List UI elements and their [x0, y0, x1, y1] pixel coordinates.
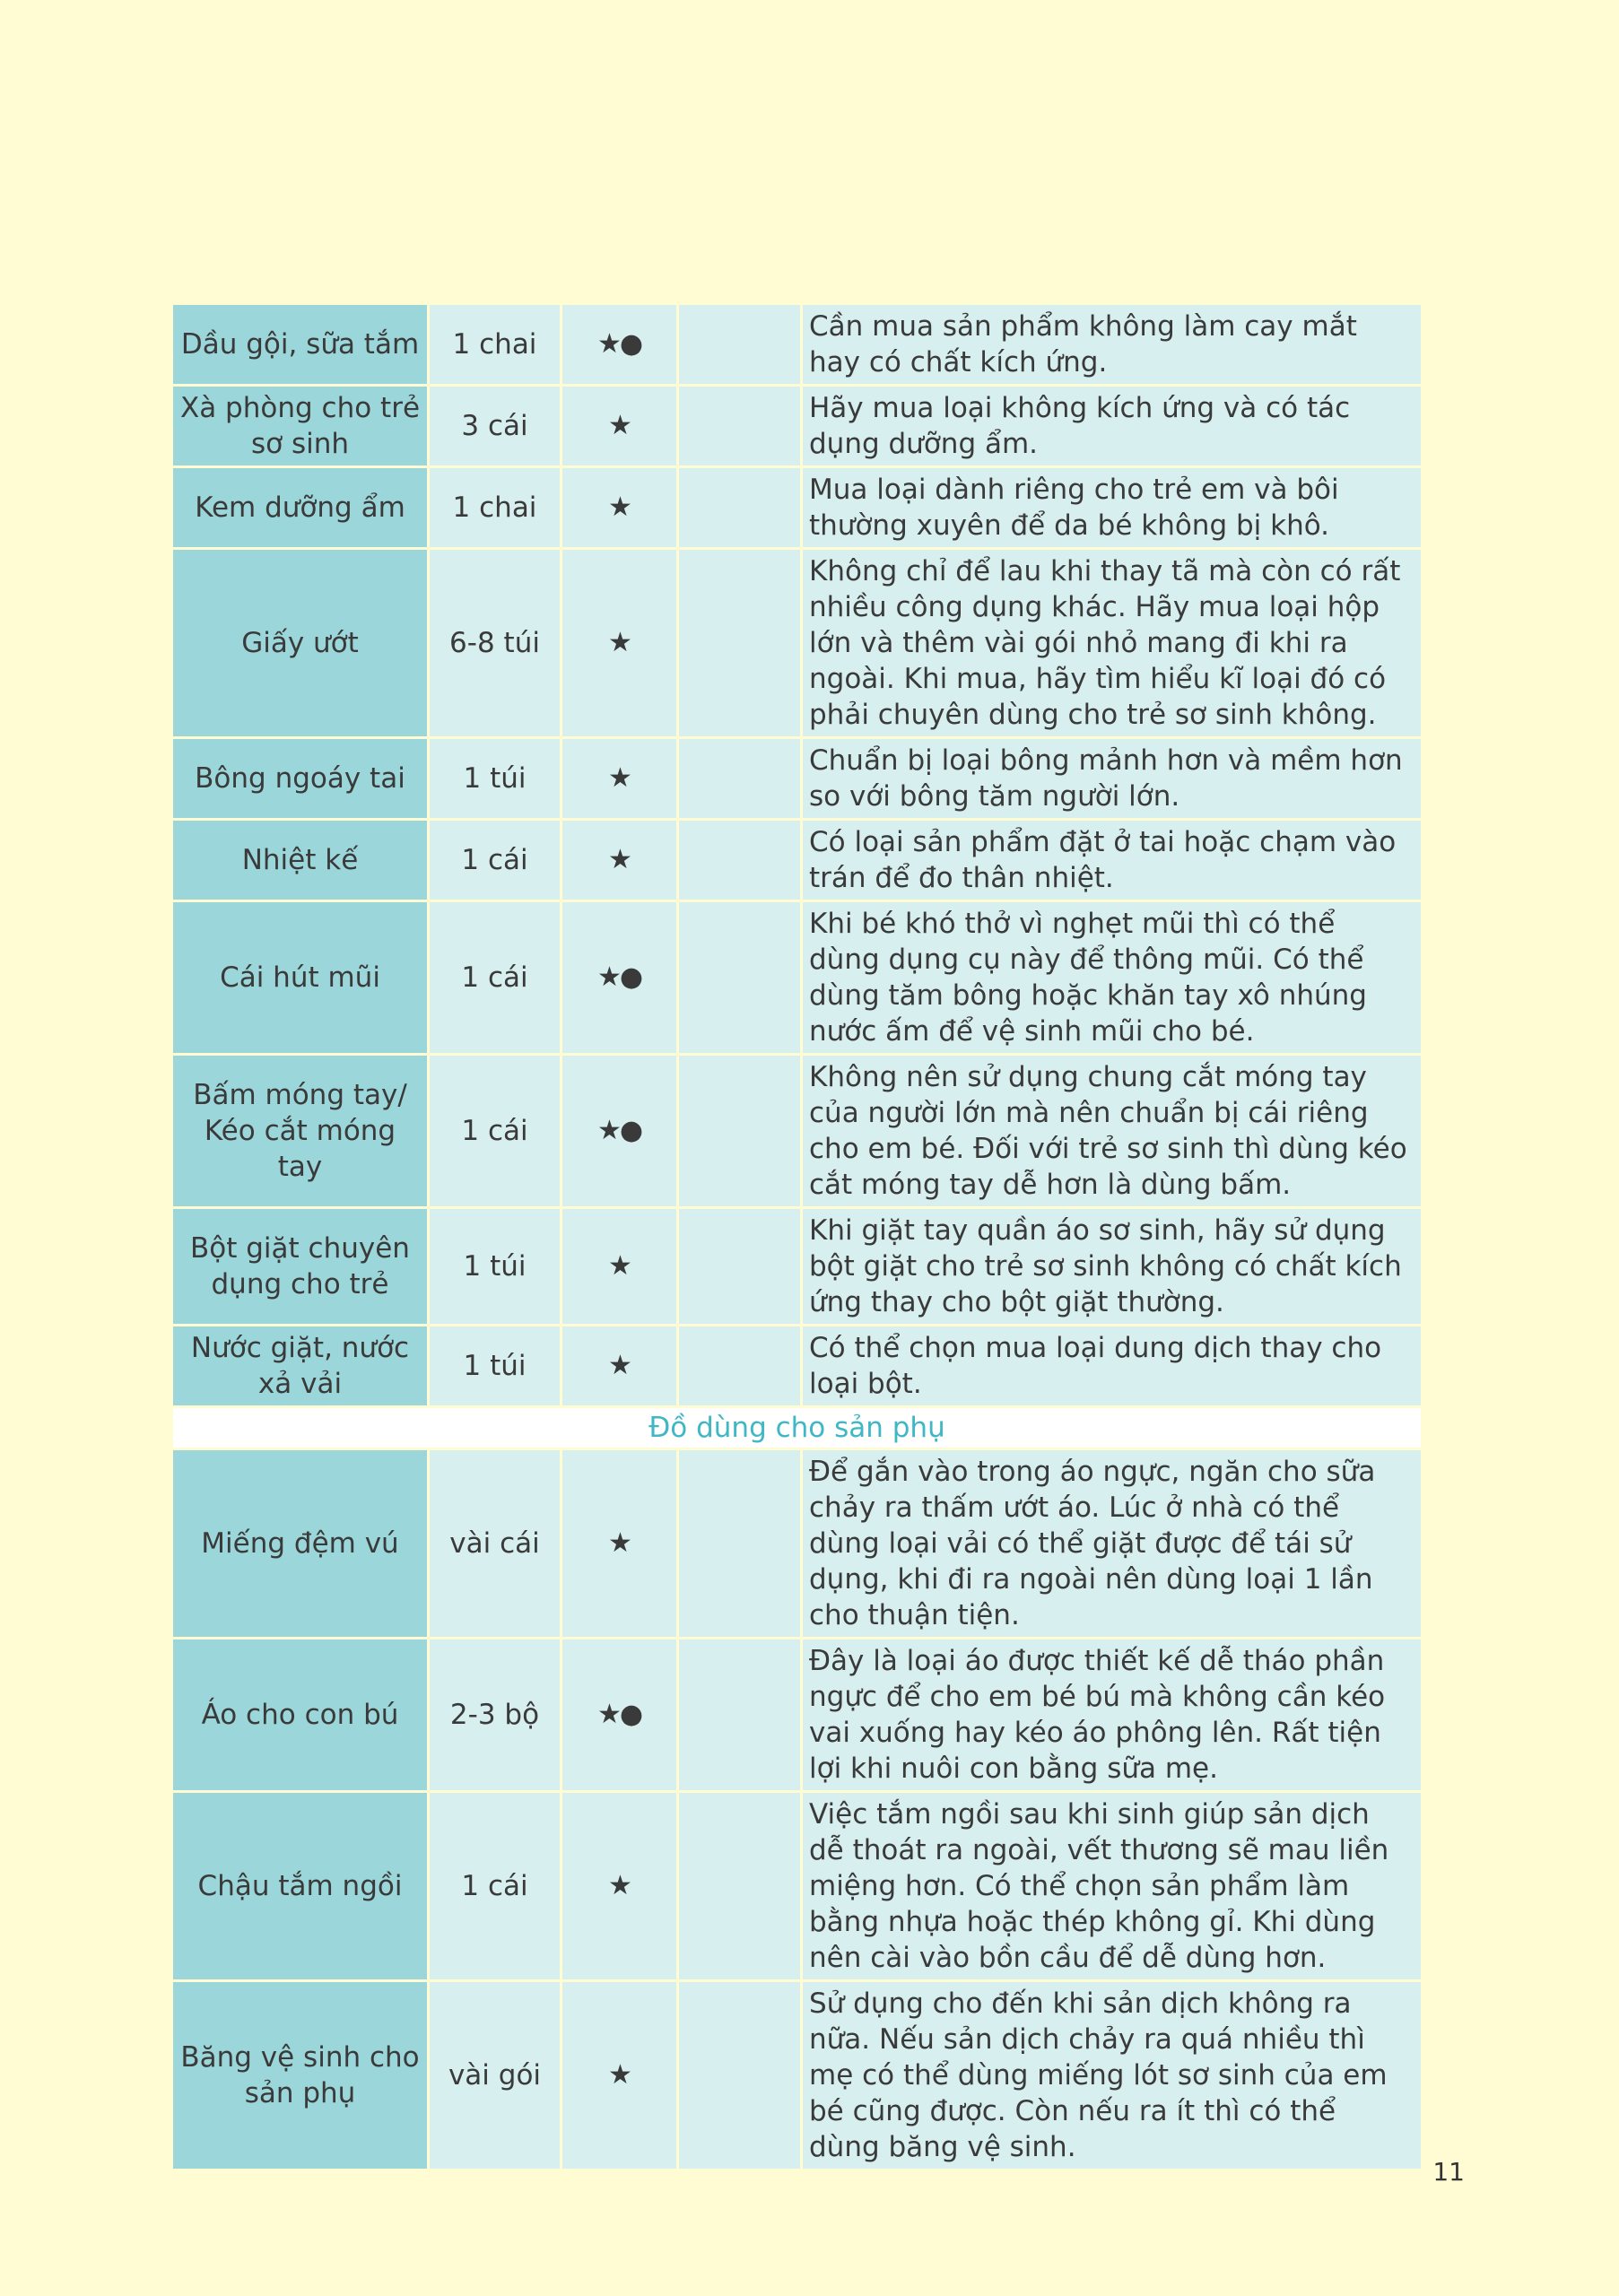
item-note: Việc tắm ngồi sau khi sinh giúp sản dịch dễ thoát ra ngoài, vết thương sẽ mau liền miệng hơn. Có thể chọn sản phẩm làm bằng nhựa hoặc thép không gỉ. Khi dùng nên cài vào bồn cầu để dễ dùng hơn.: [803, 1793, 1421, 1979]
item-quantity: 1 cái: [430, 1056, 560, 1206]
item-quantity: 2-3 bộ: [430, 1639, 560, 1790]
empty-cell: [679, 305, 800, 384]
item-note: Khi bé khó thở vì nghẹt mũi thì có thể dùng dụng cụ này để thông mũi. Có thể dùng tăm bông hoặc khăn tay xô nhúng nước ấm để vệ sinh mũi cho bé.: [803, 902, 1421, 1053]
empty-cell: [679, 1982, 800, 2169]
empty-cell: [679, 1793, 800, 1979]
item-name: Nhiệt kế: [173, 821, 427, 900]
item-note: Sử dụng cho đến khi sản dịch không ra nữa. Nếu sản dịch chảy ra quá nhiều thì mẹ có thể dùng miếng lót sơ sinh của em bé cũng được. Còn nếu ra ít thì có thể dùng băng vệ sinh.: [803, 1982, 1421, 2169]
item-note: Cần mua sản phẩm không làm cay mắt hay có chất kích ứng.: [803, 305, 1421, 384]
priority-mark: ★: [562, 387, 676, 465]
section-title: Đồ dùng cho sản phụ: [173, 1408, 1421, 1448]
table-row: [173, 1793, 1421, 1979]
item-note: Không nên sử dụng chung cắt móng tay của người lớn mà nên chuẩn bị cái riêng cho em bé. Đối với trẻ sơ sinh thì dùng kéo cắt móng tay dễ hơn là dùng bấm.: [803, 1056, 1421, 1206]
priority-mark: ★: [562, 1326, 676, 1405]
item-quantity: 3 cái: [430, 387, 560, 465]
empty-cell: [679, 1056, 800, 1206]
table-row: [173, 468, 1421, 547]
item-name: Dầu gội, sữa tắm: [173, 305, 427, 384]
item-note: Chuẩn bị loại bông mảnh hơn và mềm hơn so với bông tăm người lớn.: [803, 739, 1421, 818]
priority-mark: ★●: [562, 1639, 676, 1790]
table-row: [173, 550, 1421, 736]
item-name: Xà phòng cho trẻ sơ sinh: [173, 387, 427, 465]
item-note: Đây là loại áo được thiết kế dễ tháo phần ngực để cho em bé bú mà không cần kéo vai xuống hay kéo áo phông lên. Rất tiện lợi khi nuôi con bằng sữa mẹ.: [803, 1639, 1421, 1790]
item-quantity: 1 cái: [430, 821, 560, 900]
item-note: Không chỉ để lau khi thay tã mà còn có rất nhiều công dụng khác. Hãy mua loại hộp lớn và thêm vài gói nhỏ mang đi khi ra ngoài. Khi mua, hãy tìm hiểu kĩ loại đó có phải chuyên dùng cho trẻ sơ sinh không.: [803, 550, 1421, 736]
table-row: [173, 1056, 1421, 1206]
table-row: [173, 1209, 1421, 1324]
supplies-table: [170, 302, 1423, 2171]
item-quantity: 1 chai: [430, 468, 560, 547]
empty-cell: [679, 739, 800, 818]
item-quantity: 1 chai: [430, 305, 560, 384]
priority-mark: ★: [562, 468, 676, 547]
empty-cell: [679, 821, 800, 900]
item-note: Hãy mua loại không kích ứng và có tác dụng dưỡng ẩm.: [803, 387, 1421, 465]
priority-mark: ★: [562, 1982, 676, 2169]
empty-cell: [679, 902, 800, 1053]
item-note: Có loại sản phẩm đặt ở tai hoặc chạm vào trán để đo thân nhiệt.: [803, 821, 1421, 900]
item-quantity: 1 cái: [430, 1793, 560, 1979]
item-quantity: 1 túi: [430, 1326, 560, 1405]
table-row: [173, 902, 1421, 1053]
item-note: Mua loại dành riêng cho trẻ em và bôi thường xuyên để da bé không bị khô.: [803, 468, 1421, 547]
table-row: [173, 387, 1421, 465]
item-name: Giấy ướt: [173, 550, 427, 736]
item-quantity: vài gói: [430, 1982, 560, 2169]
priority-mark: ★: [562, 1793, 676, 1979]
priority-mark: ★●: [562, 902, 676, 1053]
item-name: Băng vệ sinh cho sản phụ: [173, 1982, 427, 2169]
item-name: Nước giặt, nước xả vải: [173, 1326, 427, 1405]
priority-mark: ★: [562, 1209, 676, 1324]
table-row: [173, 305, 1421, 384]
empty-cell: [679, 1326, 800, 1405]
section-row: [173, 1408, 1421, 1448]
item-name: Bấm móng tay/ Kéo cắt móng tay: [173, 1056, 427, 1206]
item-quantity: 1 túi: [430, 739, 560, 818]
table-row: [173, 1982, 1421, 2169]
table-row: [173, 1639, 1421, 1790]
empty-cell: [679, 1639, 800, 1790]
empty-cell: [679, 1450, 800, 1637]
priority-mark: ★●: [562, 305, 676, 384]
item-name: Chậu tắm ngồi: [173, 1793, 427, 1979]
item-name: Áo cho con bú: [173, 1639, 427, 1790]
empty-cell: [679, 468, 800, 547]
priority-mark: ★: [562, 550, 676, 736]
item-name: Bông ngoáy tai: [173, 739, 427, 818]
priority-mark: ★●: [562, 1056, 676, 1206]
table-row: [173, 821, 1421, 900]
item-name: Bột giặt chuyên dụng cho trẻ: [173, 1209, 427, 1324]
item-name: Kem dưỡng ẩm: [173, 468, 427, 547]
empty-cell: [679, 387, 800, 465]
item-quantity: 1 túi: [430, 1209, 560, 1324]
empty-cell: [679, 550, 800, 736]
table-row: [173, 1450, 1421, 1637]
page-number: 11: [1432, 2157, 1465, 2187]
item-name: Cái hút mũi: [173, 902, 427, 1053]
table-row: [173, 1326, 1421, 1405]
priority-mark: ★: [562, 739, 676, 818]
empty-cell: [679, 1209, 800, 1324]
item-note: Để gắn vào trong áo ngực, ngăn cho sữa chảy ra thấm ướt áo. Lúc ở nhà có thể dùng loại vải có thể giặt được để tái sử dụng, khi đi ra ngoài nên dùng loại 1 lần cho thuận tiện.: [803, 1450, 1421, 1637]
item-note: Khi giặt tay quần áo sơ sinh, hãy sử dụng bột giặt cho trẻ sơ sinh không có chất kích ứng thay cho bột giặt thường.: [803, 1209, 1421, 1324]
priority-mark: ★: [562, 821, 676, 900]
item-quantity: 1 cái: [430, 902, 560, 1053]
item-quantity: vài cái: [430, 1450, 560, 1637]
item-name: Miếng đệm vú: [173, 1450, 427, 1637]
table-row: [173, 739, 1421, 818]
item-quantity: 6-8 túi: [430, 550, 560, 736]
priority-mark: ★: [562, 1450, 676, 1637]
item-note: Có thể chọn mua loại dung dịch thay cho loại bột.: [803, 1326, 1421, 1405]
